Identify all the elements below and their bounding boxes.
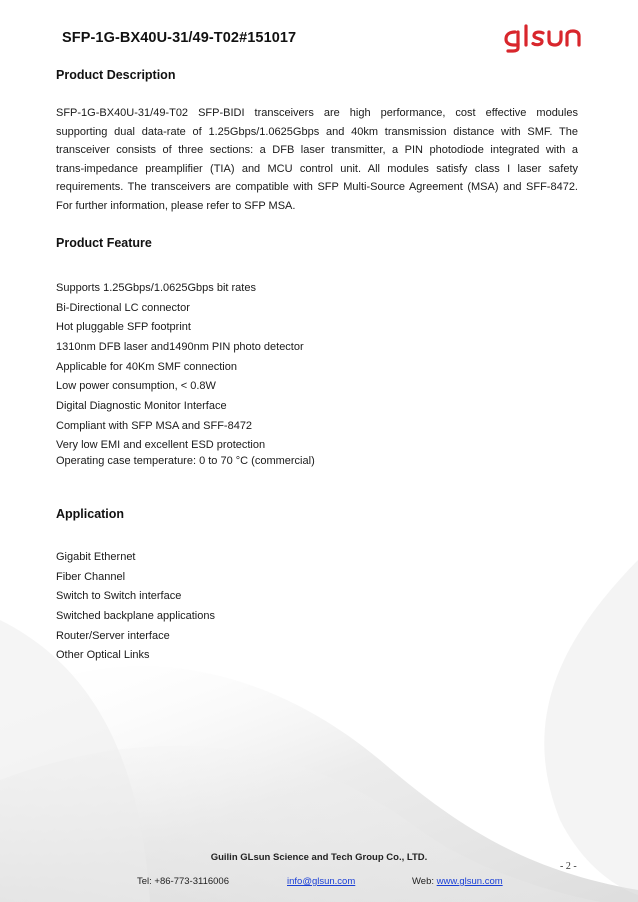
- document-title: SFP-1G-BX40U-31/49-T02#151017: [62, 30, 297, 46]
- feature-item: Digital Diagnostic Monitor Interface: [56, 400, 227, 413]
- application-item: Switch to Switch interface: [56, 590, 182, 603]
- feature-item: Hot pluggable SFP footprint: [56, 321, 191, 334]
- application-heading: Application: [56, 507, 125, 521]
- footer-company-name: Guilin GLsun Science and Tech Group Co., LTD.: [210, 852, 428, 863]
- description-line: SFP-1G-BX40U-31/49-T02 SFP-BIDI transceivers are high performance, cost effective modules: [56, 107, 578, 119]
- product-feature-heading: Product Feature: [56, 236, 152, 250]
- footer-web: [412, 876, 503, 887]
- feature-item: Low power consumption, < 0.8W: [56, 380, 216, 393]
- description-line: supporting dual data-rate of 1.25Gbps/1.0625Gbps and 40km transmission distance with SMF. The: [56, 125, 578, 138]
- product-description-heading: Product Description: [56, 68, 176, 82]
- footer-web-link[interactable]: www.glsun.com: [436, 876, 503, 887]
- description-line: transceiver consists of three sections: a DFB laser transmitter, a PIN photodiode integrated with a: [56, 144, 578, 157]
- application-item: Other Optical Links: [56, 649, 150, 662]
- application-item: Switched backplane applications: [56, 610, 215, 623]
- feature-item: Applicable for 40Km SMF connection: [56, 360, 237, 373]
- page-number: - 2 -: [560, 861, 577, 872]
- description-line: trans-impedance preamplifier (TIA) and MCU control unit. All modules satisfy class I laser safety: [56, 162, 578, 175]
- feature-item: Compliant with SFP MSA and SFF-8472: [56, 419, 253, 432]
- footer-email-link[interactable]: info@glsun.com: [287, 876, 356, 887]
- footer-telephone: Tel: +86-773-3116006: [137, 876, 229, 887]
- application-list: [56, 548, 215, 666]
- product-description-paragraph: [56, 104, 578, 216]
- description-line: For further information, please refer to SFP MSA.: [56, 199, 296, 212]
- application-item: Fiber Channel: [56, 570, 126, 583]
- feature-list: [56, 279, 315, 471]
- feature-item: 1310nm DFB laser and1490nm PIN photo detector: [56, 341, 304, 354]
- application-item: Gigabit Ethernet: [56, 551, 136, 563]
- glsun-logo: [503, 22, 585, 54]
- feature-item: Bi-Directional LC connector: [56, 301, 190, 314]
- description-line: requirements. The transceivers are compatible with SFP Multi-Source Agreement (MSA) and SFF-8472.: [56, 181, 578, 194]
- application-item: Router/Server interface: [56, 629, 170, 642]
- feature-item: Supports 1.25Gbps/1.0625Gbps bit rates: [56, 282, 256, 294]
- footer-web-label: Web:: [412, 876, 437, 887]
- feature-item: Very low EMI and excellent ESD protection: [56, 438, 266, 451]
- feature-item: Operating case temperature: 0 to 70 °C (commercial): [56, 454, 315, 467]
